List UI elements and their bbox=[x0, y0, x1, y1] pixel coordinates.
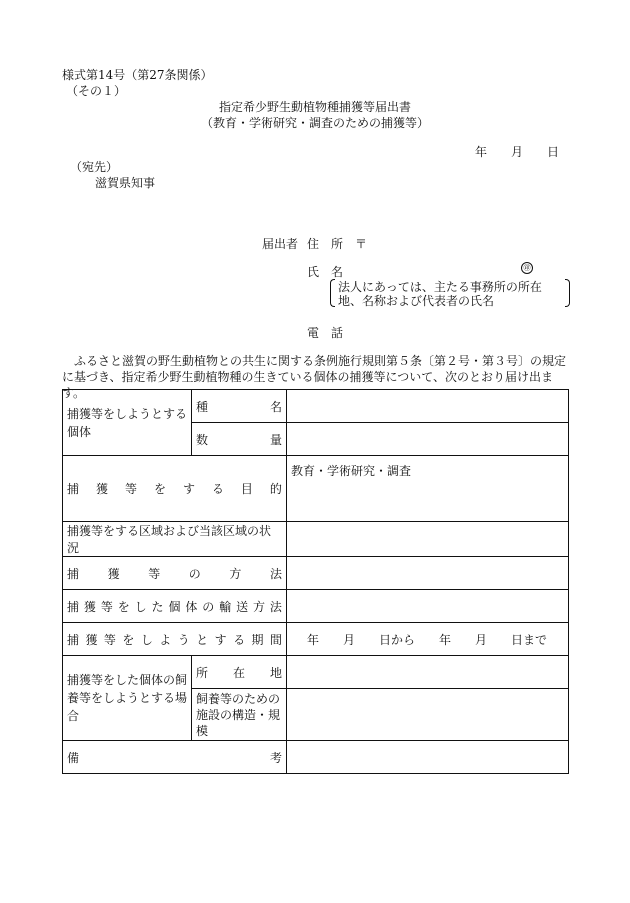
submission-date: 年 月 日 bbox=[475, 145, 560, 159]
method-field[interactable] bbox=[287, 557, 569, 590]
location-label: 所 在 地 bbox=[192, 656, 287, 689]
species-field[interactable] bbox=[287, 390, 569, 423]
species-label: 種 名 bbox=[192, 390, 287, 423]
corporate-note-line1: 法人にあっては、主たる事務所の所在 bbox=[338, 280, 542, 294]
address-label: 住 所 〒 bbox=[307, 237, 368, 251]
seal-icon: ㊞ bbox=[521, 262, 533, 274]
corporate-note bbox=[330, 279, 570, 306]
area-label: 捕獲等をする区域および当該区域の状況 bbox=[63, 522, 287, 557]
phone-label: 電 話 bbox=[307, 326, 344, 340]
notification-table bbox=[62, 389, 569, 774]
addressee: 滋賀県知事 bbox=[95, 176, 156, 190]
facility-label: 飼養等のための施設の構造・規模 bbox=[192, 689, 287, 741]
area-field[interactable] bbox=[287, 522, 569, 557]
left-bracket bbox=[330, 279, 335, 307]
form-number: 様式第14号（第27条関係） bbox=[62, 68, 213, 82]
individual-label: 捕獲等をしようとする個体 bbox=[63, 390, 192, 456]
keeping-label: 捕獲等をした個体の飼養等をしようとする場合 bbox=[63, 656, 192, 741]
purpose-value[interactable]: 教育・学術研究・調査 bbox=[287, 456, 569, 522]
facility-field[interactable] bbox=[287, 689, 569, 741]
document-subtitle: （教育・学術研究・調査のための捕獲等） bbox=[200, 116, 429, 130]
quantity-label: 数 量 bbox=[192, 423, 287, 456]
remarks-field[interactable] bbox=[287, 741, 569, 774]
location-field[interactable] bbox=[287, 656, 569, 689]
method-label: 捕 獲 等 の 方 法 bbox=[63, 557, 287, 590]
remarks-label: 備 考 bbox=[63, 741, 287, 774]
period-value[interactable]: 年 月 日から 年 月 日まで bbox=[287, 623, 569, 656]
statement-text: ふるさと滋賀の野生動植物との共生に関する条例施行規則第５条〔第２号・第３号〕の規定に基づき、指定希少野生動植物種の生きている個体の捕獲等について、次のとおり届け出ます。 bbox=[62, 354, 567, 400]
addressee-label: （宛先） bbox=[70, 160, 119, 174]
quantity-field[interactable] bbox=[287, 423, 569, 456]
right-bracket bbox=[565, 279, 570, 307]
purpose-label: 捕 獲 等 を す る 目 的 bbox=[63, 456, 287, 522]
transport-label: 捕 獲 等 を し た 個 体 の 輸 送 方 法 bbox=[63, 590, 287, 623]
form-part: （その１） bbox=[66, 84, 127, 98]
document-title: 指定希少野生動植物種捕獲等届出書 bbox=[218, 100, 411, 114]
period-label: 捕 獲 等 を し よ う と す る 期 間 bbox=[63, 623, 287, 656]
applicant-label: 届出者 bbox=[262, 237, 299, 251]
corporate-note-line2: 地、名称および代表者の氏名 bbox=[338, 294, 495, 308]
transport-field[interactable] bbox=[287, 590, 569, 623]
name-label: 氏 名 bbox=[307, 265, 344, 279]
